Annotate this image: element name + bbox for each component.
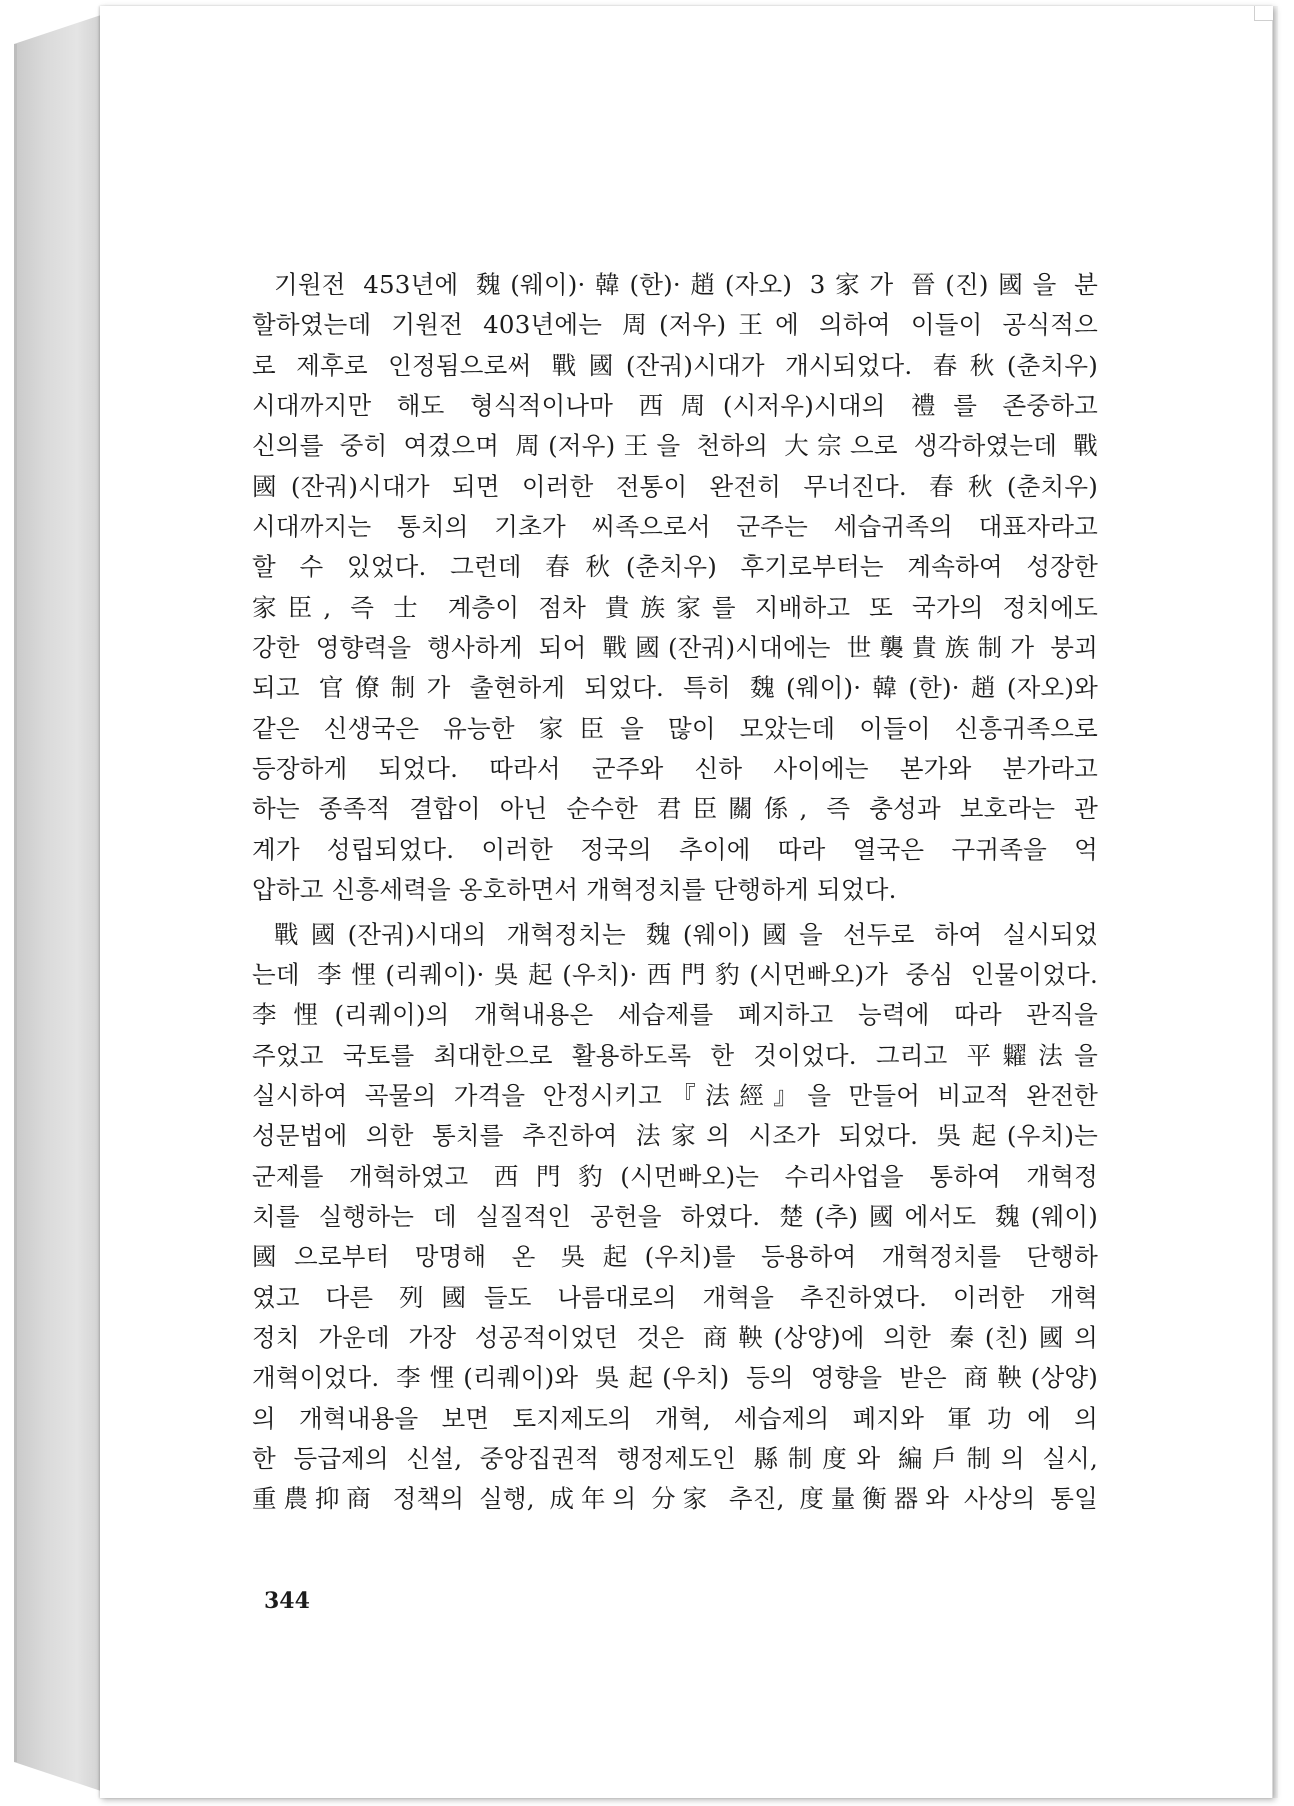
text-line: 重農抑商 정책의 실행, 成年의 分家 추진, 度量衡器와 사상의 통일 <box>252 1484 1098 1514</box>
page-corner <box>1254 6 1273 21</box>
text-line: 정치 가운데 가장 성공적이었던 것은 商鞅(상양)에 의한 秦(친)國의 <box>252 1322 1098 1352</box>
text-line: 주었고 국토를 최대한으로 활용하도록 한 것이었다. 그리고 平糶法을 <box>252 1040 1098 1070</box>
text-line: 할하였는데 기원전 403년에는 周(저우)王에 의하여 이들이 공식적으 <box>252 310 1098 340</box>
book-spine <box>14 14 104 1792</box>
text-line: 같은 신생국은 유능한 家臣을 많이 모았는데 이들이 신흥귀족으로 <box>252 713 1098 743</box>
text-line: 는데 李悝(리퀘이)·吳起(우치)·西門豹(시먼빠오)가 중심 인물이었다. <box>252 959 1098 989</box>
text-line: 시대까지는 통치의 기초가 씨족으로서 군주는 세습귀족의 대표자라고 <box>252 512 1098 542</box>
paragraph-2 <box>252 915 1098 1520</box>
text-line: 한 등급제의 신설, 중앙집권적 행정제도인 縣制度와 編戶制의 실시, <box>252 1443 1098 1473</box>
page-number: 344 <box>264 1588 310 1614</box>
text-line: 치를 실행하는 데 실질적인 공헌을 하였다. 楚(추)國에서도 魏(웨이) <box>252 1201 1098 1231</box>
text-line: 였고 다른 列國들도 나름대로의 개혁을 추진하였다. 이러한 개혁 <box>252 1282 1098 1312</box>
text-line: 家臣, 즉 士 계층이 점차 貴族家를 지배하고 또 국가의 정치에도 <box>252 592 1098 622</box>
text-line: 로 제후로 인정됨으로써 戰國(잔궈)시대가 개시되었다. 春秋(춘치우) <box>252 350 1098 380</box>
text-line: 성문법에 의한 통치를 추진하여 法家의 시조가 되었다. 吳起(우치)는 <box>252 1121 1098 1151</box>
paragraph-1 <box>252 265 1098 911</box>
text-line: 하는 종족적 결합이 아닌 순수한 君臣關係, 즉 충성과 보호라는 관 <box>252 794 1098 824</box>
text-line: 되고 官僚制가 출현하게 되었다. 특히 魏(웨이)·韓(한)·趙(자오)와 <box>252 673 1098 703</box>
text-line: 신의를 중히 여겼으며 周(저우)王을 천하의 大宗으로 생각하였는데 戰 <box>252 431 1098 461</box>
text-line: 할 수 있었다. 그런데 春秋(춘치우) 후기로부터는 계속하여 성장한 <box>252 552 1098 582</box>
text-line: 압하고 신흥세력을 옹호하면서 개혁정치를 단행하게 되었다. <box>252 875 897 905</box>
text-line: 등장하게 되었다. 따라서 군주와 신하 사이에는 본가와 분가라고 <box>252 754 1098 784</box>
text-line: 군제를 개혁하였고 西門豹(시먼빠오)는 수리사업을 통하여 개혁정 <box>252 1161 1098 1191</box>
text-line: 계가 성립되었다. 이러한 정국의 추이에 따라 열국은 구귀족을 억 <box>252 834 1098 864</box>
text-line: 개혁이었다. 李悝(리퀘이)와 吳起(우치) 등의 영향을 받은 商鞅(상양) <box>252 1363 1098 1393</box>
text-line: 戰國(잔궈)시대의 개혁정치는 魏(웨이)國을 선두로 하여 실시되었 <box>274 919 1098 949</box>
book-spine-edge <box>14 44 17 1762</box>
text-line: 國으로부터 망명해 온 吳起(우치)를 등용하여 개혁정치를 단행하 <box>252 1242 1098 1272</box>
text-line: 의 개혁내용을 보면 토지제도의 개혁, 세습제의 폐지와 軍功에 의 <box>252 1403 1098 1433</box>
text-line: 李悝(리퀘이)의 개혁내용은 세습제를 폐지하고 능력에 따라 관직을 <box>252 1000 1098 1030</box>
text-line: 시대까지만 해도 형식적이나마 西周(시저우)시대의 禮를 존중하고 <box>252 391 1098 421</box>
text-line: 실시하여 곡물의 가격을 안정시키고『法經』을 만들어 비교적 완전한 <box>252 1080 1098 1110</box>
body-text <box>252 265 1098 1520</box>
text-line: 강한 영향력을 행사하게 되어 戰國(잔궈)시대에는 世襲貴族制가 붕괴 <box>252 633 1098 663</box>
text-line: 기원전 453년에 魏(웨이)·韓(한)·趙(자오) 3家가 晉(진)國을 분 <box>274 270 1098 299</box>
text-line: 國(잔궈)시대가 되면 이러한 전통이 완전히 무너진다. 春秋(춘치우) <box>252 471 1098 501</box>
